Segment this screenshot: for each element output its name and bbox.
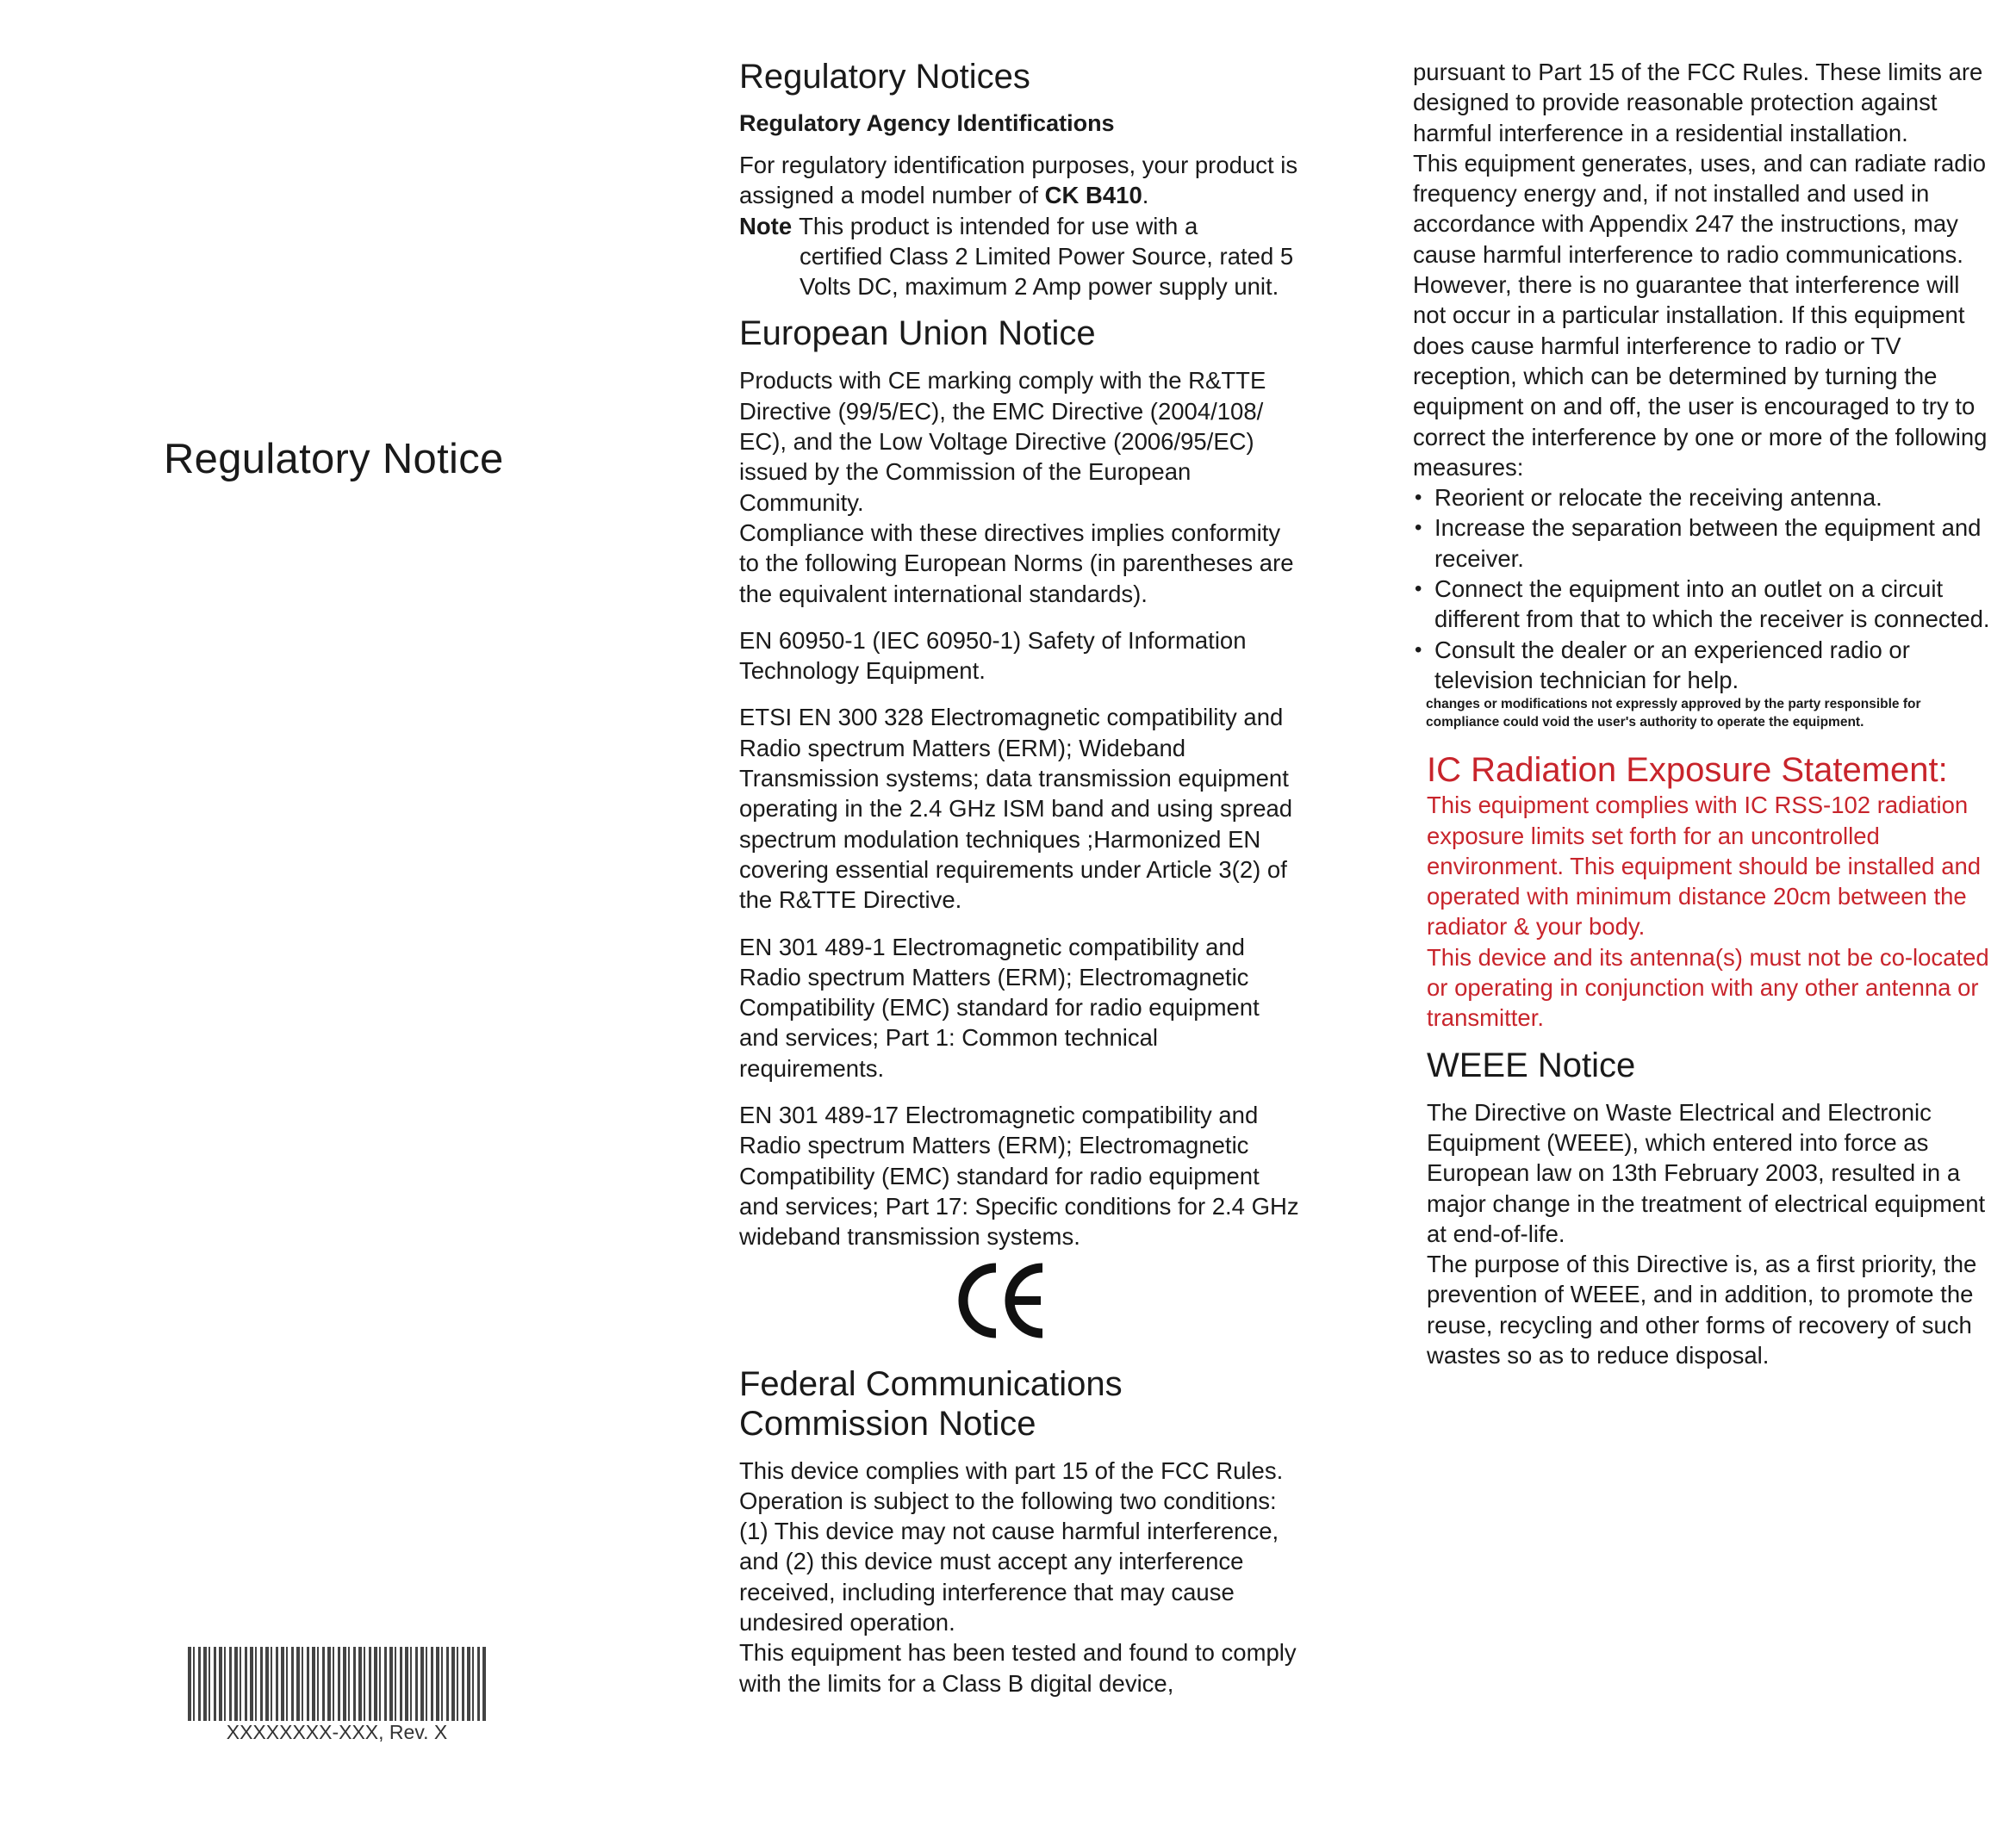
eu-paragraph-6: EN 301 489-17 Electromagnetic compatibility and Radio spectrum Matters (ERM); Electromagnetic Compatibility (EMC) standard for radio equipment and services; Part 17: Specific conditions for 2.4 GHz wideband transmission systems. (739, 1102, 1299, 1251)
eu-paragraph-5: EN 301 489-1 Electromagnetic compatibility and Radio spectrum Matters (ERM); Electromagnetic Compatibility (EMC) standard for radio equipment and services; Part 1: Common technical requirements. (739, 933, 1260, 1082)
list-item: • Connect the equipment into an outlet on a circuit different from that to which the receiver is connected. (1415, 575, 1990, 633)
agency-paragraph (739, 150, 1299, 211)
fcc-paragraph-3: This equipment generates, uses, and can radiate radio frequency energy and, if not installed and used in accordance with Appendix 247 the instructions, may cause harmful interference to radio communications. However, there is no guarantee that interference will not occur in a particular installation. If this equipment does cause harmful interference to radio or TV reception, which can be determined by turning the equipment on and off, the user is encouraged to try to correct the interference by one or more of the following measures: (1413, 149, 1988, 481)
eu-paragraph-4: ETSI EN 300 328 Electromagnetic compatibility and Radio spectrum Matters (ERM); Wideband Transmission systems; data transmission equipment operating in the 2.4 GHz ISM band and using spread spectrum modulation techniques ;Harmonized EN covering essential requirements under Article 3(2) of the R&TTE Directive. (739, 704, 1293, 914)
barcode-image (188, 1647, 486, 1721)
cover-title: Regulatory Notice (164, 436, 504, 482)
note-text-rest: certified Class 2 Limited Power Source, rated 5 Volts DC, maximum 2 Amp power supply unit. (800, 242, 1294, 301)
list-item: • Consult the dealer or an experienced radio or television technician for help. (1415, 636, 1910, 693)
regulatory-notices-heading: Regulatory Notices (739, 58, 1030, 96)
ce-mark-icon (956, 1259, 1051, 1342)
ic-radiation-section (1427, 750, 1990, 1033)
ic-radiation-heading: IC Radiation Exposure Statement: (1427, 751, 1948, 790)
eu-notice-heading: European Union Notice (739, 314, 1096, 353)
note-text-first: This product is intended for use with a (799, 212, 1198, 239)
agency-period: . (1142, 182, 1149, 209)
ic-paragraph-2: This device and its antenna(s) must not be co-located or operating in conjunction with any other antenna or transmitter. (1427, 943, 1989, 1032)
weee-paragraph-1: The Directive on Waste Electrical and Electronic Equipment (WEEE), which entered into force as European law on 13th February 2003, resulted in a major change in the treatment of electrical equipment at end-of-life. (1427, 1098, 1986, 1247)
model-number: CK B410 (1044, 182, 1142, 209)
eu-paragraph-1: Products with CE marking comply with the R&TTE Directive (99/5/EC), the EMC Directive (2004/108/ EC), and the Low Voltage Directive (2006/95/EC) issued by the Commission of the European Community. (739, 367, 1266, 516)
changes-warning: changes or modifications not expressly approved by the party responsible for compliance could void the user's authority to operate the equipment. (1426, 697, 1921, 730)
weee-paragraph-2: The purpose of this Directive is, as a first priority, the prevention of WEEE, and in addition, to promote the reuse, recycling and other forms of recovery of such wastes so as to reduce disposal. (1427, 1251, 1977, 1369)
fcc-paragraph-2-continued: pursuant to Part 15 of the FCC Rules. These limits are designed to provide reasonable protection against harmful interference in a residential installation. (1413, 59, 1983, 146)
weee-section (1427, 1046, 1990, 1371)
note-label: Note (739, 212, 793, 239)
ic-paragraph-1: This equipment complies with IC RSS-102 radiation exposure limits set forth for an uncontrolled environment. This equipment should be installed and operated with minimum distance 20cm between the radiator & your body. (1427, 792, 1982, 941)
right-column (1413, 57, 1990, 1370)
eu-paragraph-2: Compliance with these directives implies conformity to the following European Norms (in parentheses are the equivalent international standards). (739, 519, 1294, 607)
fcc-notice-heading: Federal Communications Commission Notice (739, 1364, 1123, 1443)
barcode-label: XXXXXXXX-XXX, Rev. X (226, 1721, 448, 1743)
middle-column (739, 57, 1299, 1698)
list-item: • Reorient or relocate the receiving antenna. (1415, 484, 1882, 512)
fcc-paragraph-2: This equipment has been tested and found to comply with the limits for a Class B digital device, (739, 1639, 1297, 1697)
power-note (739, 211, 1299, 302)
fcc-measures-list (1413, 482, 1990, 695)
agency-text: For regulatory identification purposes, your product is assigned a model number of (739, 152, 1298, 209)
agency-heading: Regulatory Agency Identifications (739, 110, 1115, 136)
fcc-paragraph-1: This device complies with part 15 of the FCC Rules. Operation is subject to the following two conditions: (1) This device may not cause harmful interference, and (2) this device must accept any interference received, including interference that may cause undesired operation. (739, 1456, 1284, 1636)
list-item: • Increase the separation between the equipment and receiver. (1415, 514, 1982, 572)
eu-paragraph-3: EN 60950-1 (IEC 60950-1) Safety of Information Technology Equipment. (739, 626, 1247, 685)
weee-heading: WEEE Notice (1427, 1046, 1636, 1084)
